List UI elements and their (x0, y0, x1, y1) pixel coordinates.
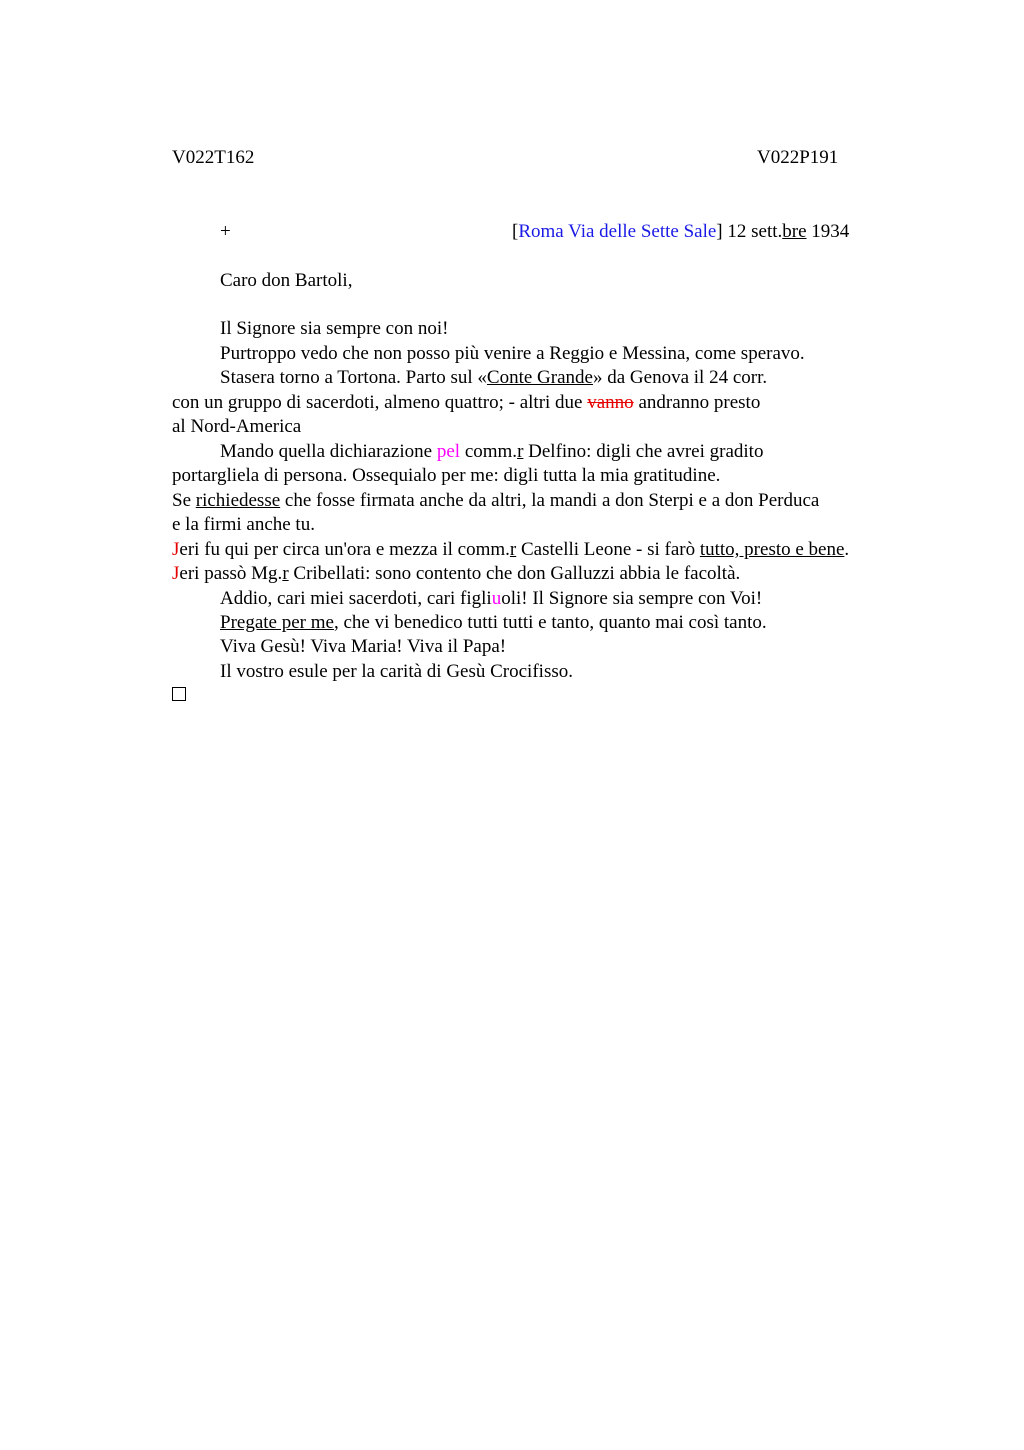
text-segment: Mando quella dichiarazione (220, 441, 437, 462)
abbrev-sup: r (509, 539, 517, 560)
text-segment: eri fu qui per circa un'ora e mezza il comm. (179, 539, 510, 560)
body-line-7: portargliela di persona. Ossequialo per me: digli tutta la mia gratitudine. (172, 465, 721, 486)
right-code: V022P191 (757, 147, 839, 168)
salutation: Caro don Bartoli, (220, 270, 353, 291)
place: Roma Via delle Sette Sale (518, 221, 717, 242)
text-segment: » da Genova il 24 corr. (592, 367, 768, 388)
text-segment: Castelli Leone - si farò (516, 539, 700, 560)
abbrev-sup: r (282, 563, 289, 584)
body-line-15: Il vostro esule per la carità di Gesù Crocifisso. (220, 661, 573, 682)
body-line-11 (172, 562, 740, 586)
open-bracket: [ (512, 221, 519, 242)
ship-name: Conte Grande (486, 367, 593, 388)
body-line-4 (172, 391, 760, 415)
text-segment: Se (172, 490, 196, 511)
text-segment: con un gruppo di sacerdoti, almeno quattro; - altri due (172, 392, 588, 413)
text-segment: andranno presto (633, 392, 761, 413)
corrected-letter: J (172, 539, 180, 560)
inserted-word: pel (436, 441, 461, 462)
body-line-10 (172, 538, 849, 562)
underlined-phrase: Pregate per me (220, 612, 334, 633)
left-code: V022T162 (172, 147, 255, 168)
body-line-12 (220, 587, 762, 611)
text-segment: eri passò Mg. (179, 563, 283, 584)
underlined-phrase: tutto, presto e bene (699, 539, 845, 560)
text-segment: oli! Il Signore sia sempre con Voi! (501, 588, 763, 609)
close-bracket: ] (716, 221, 723, 242)
dateline (512, 220, 849, 244)
body-line-9: e la firmi anche tu. (172, 514, 315, 535)
deleted-word: vanno (587, 392, 634, 413)
body-line-8 (172, 489, 819, 513)
corrected-letter: J (172, 563, 180, 584)
text-segment: Addio, cari miei sacerdoti, cari figli (220, 588, 492, 609)
text-segment: , che vi benedico tutti tutti e tanto, quanto mai così tanto. (333, 612, 767, 633)
text-segment: Delfino: digli che avrei gradito (523, 441, 764, 462)
body-line-6 (220, 440, 763, 464)
cross-mark: + (220, 221, 231, 242)
body-line-2: Purtroppo vedo che non posso più venire a Reggio e Messina, come speravo. (220, 343, 805, 364)
date-sup: bre (782, 221, 807, 242)
end-box-icon (172, 687, 186, 701)
abbrev-sup: r (517, 441, 524, 462)
inserted-letter: u (491, 588, 502, 609)
text-segment: Cribellati: sono contento che don Galluzzi abbia le facoltà. (288, 563, 741, 584)
year: 1934 (806, 221, 850, 242)
text-segment: comm. (460, 441, 518, 462)
body-line-14: Viva Gesù! Viva Maria! Viva il Papa! (220, 636, 507, 657)
date-prefix: 12 sett. (722, 221, 783, 242)
body-line-5: al Nord-America (172, 416, 302, 437)
underlined-word: richiedesse (195, 490, 281, 511)
text-segment: . (844, 539, 850, 560)
body-line-3 (220, 366, 767, 390)
text-segment: che fosse firmata anche da altri, la mandi a don Sterpi e a don Perduca (280, 490, 820, 511)
body-line-13 (220, 611, 767, 635)
body-line-1: Il Signore sia sempre con noi! (220, 318, 449, 339)
text-segment: Stasera torno a Tortona. Parto sul « (220, 367, 487, 388)
